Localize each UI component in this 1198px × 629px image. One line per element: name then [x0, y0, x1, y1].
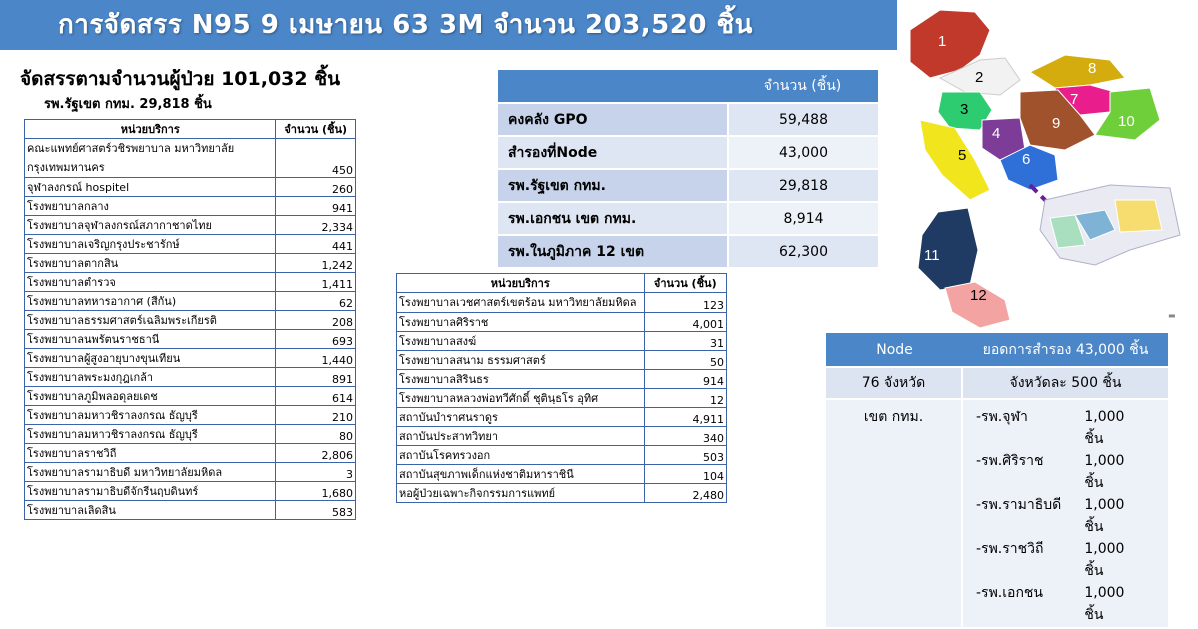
column-header-amount: จำนวน (ชิ้น) — [276, 120, 356, 139]
thailand-health-regions-map — [880, 0, 1190, 340]
amount-cell: 80 — [276, 425, 356, 444]
unit-name-cell: โรงพยาบาลรามาธิบดี มหาวิทยาลัยมหิดล — [25, 463, 276, 482]
region-label-2: 2 — [975, 69, 984, 86]
amount-cell: 12 — [644, 389, 727, 408]
summary-label: รพ.รัฐเขต กทม. — [498, 170, 727, 201]
region-label-8: 8 — [1088, 60, 1097, 77]
summary-row — [498, 137, 878, 168]
bangkok-inset-east — [1115, 200, 1162, 232]
column-header-unit: หน่วยบริการ — [25, 120, 276, 139]
unit-name-cell: โรงพยาบาลหลวงพ่อทวีศักดิ์ ชุตินฺธโร อุทิศ — [397, 389, 645, 408]
summary-label: รพ.ในภูมิภาค 12 เขต — [498, 236, 727, 267]
page-title: การจัดสรร N95 9 เมษายน 63 3M จำนวน 203,520 ชิ้น — [58, 10, 753, 40]
amount-cell: 208 — [276, 311, 356, 330]
table-row — [25, 197, 356, 216]
region-label-7: 7 — [1070, 91, 1079, 108]
unit-name-cell: โรงพยาบาลมหาวชิราลงกรณ ธัญบุรี — [25, 425, 276, 444]
unit-name-cell: จุฬาลงกรณ์ hospitel — [25, 178, 276, 197]
summary-row — [498, 170, 878, 201]
unit-name-cell: โรงพยาบาลจุฬาลงกรณ์สภากาชาดไทย — [25, 216, 276, 235]
table-row — [397, 446, 727, 465]
region-label-3: 3 — [960, 101, 969, 118]
stock-summary-table — [498, 68, 878, 269]
table-row — [25, 501, 356, 520]
amount-cell: 2,806 — [276, 444, 356, 463]
unit-name-cell: โรงพยาบาลสนาม ธรรมศาสตร์ — [397, 351, 645, 370]
table-row — [25, 235, 356, 254]
region-label-1: 1 — [938, 33, 947, 50]
unit-name-cell: โรงพยาบาลศิริราช — [397, 313, 645, 332]
table-row — [25, 368, 356, 387]
table-row — [25, 273, 356, 292]
unit-name-cell: โรงพยาบาลภูมิพลอดุลยเดช — [25, 387, 276, 406]
region-5-area — [920, 120, 990, 200]
node-header: Node — [826, 333, 963, 366]
summary-value: 59,488 — [727, 104, 878, 135]
amount-cell: 614 — [276, 387, 356, 406]
bangkok-hospitals-table-2 — [396, 273, 727, 503]
amount-cell: 4,001 — [644, 313, 727, 332]
table-row — [25, 406, 356, 425]
node-hospital-amount: 1,000 ชิ้น — [1084, 585, 1125, 623]
summary-value: 8,914 — [727, 203, 878, 234]
unit-name-cell: โรงพยาบาลนพรัตนราชธานี — [25, 330, 276, 349]
unit-name-cell: โรงพยาบาลตำรวจ — [25, 273, 276, 292]
region-label-11: 11 — [924, 247, 940, 264]
unit-name-cell: โรงพยาบาลทหารอากาศ (สีกัน) — [25, 292, 276, 311]
amount-cell: 210 — [276, 406, 356, 425]
unit-name-cell: คณะแพทย์ศาสตร์วชิรพยาบาล มหาวิทยาลัยกรุงเทพมหานคร — [25, 139, 276, 178]
amount-cell: 941 — [276, 197, 356, 216]
table-row — [25, 254, 356, 273]
unit-name-cell: โรงพยาบาลเลิดสิน — [25, 501, 276, 520]
node-hospital-name: -รพ.จุฬา — [976, 409, 1028, 425]
summary-value: 62,300 — [727, 236, 878, 267]
unit-name-cell: โรงพยาบาลเวชศาสตร์เขตร้อน มหาวิทยาลัยมหิดล — [397, 293, 645, 313]
unit-name-cell: โรงพยาบาลเจริญกรุงประชารักษ์ — [25, 235, 276, 254]
page-title-banner — [0, 0, 897, 50]
node-hospital-item — [964, 494, 1167, 538]
unit-name-cell: โรงพยาบาลสิรินธร — [397, 370, 645, 389]
summary-value: 43,000 — [727, 137, 878, 168]
table-row — [397, 427, 727, 446]
amount-cell: 2,334 — [276, 216, 356, 235]
summary-label: คงคลัง GPO — [498, 104, 727, 135]
region-label-12: 12 — [970, 287, 987, 304]
table-row — [397, 351, 727, 370]
amount-cell: 450 — [276, 139, 356, 178]
unit-name-cell: โรงพยาบาลสงฆ์ — [397, 332, 645, 351]
table-row — [397, 389, 727, 408]
table-row — [25, 292, 356, 311]
amount-cell: 914 — [644, 370, 727, 389]
bangkok-hospitals-table-1 — [24, 119, 356, 520]
table-row — [397, 332, 727, 351]
summary-label: สำรองที่Node — [498, 137, 727, 168]
summary-value: 29,818 — [727, 170, 878, 201]
node-hospital-name: -รพ.ราชวิถี — [976, 541, 1044, 557]
unit-name-cell: โรงพยาบาลกลาง — [25, 197, 276, 216]
node-hospital-amount: 1,000 ชิ้น — [1084, 453, 1125, 491]
amount-cell: 441 — [276, 235, 356, 254]
summary-header-blank — [498, 70, 727, 102]
amount-cell: 260 — [276, 178, 356, 197]
region-8-area — [1030, 55, 1125, 88]
unit-name-cell: โรงพยาบาลตากสิน — [25, 254, 276, 273]
region-label-9: 9 — [1052, 115, 1061, 132]
node-hospital-item — [964, 582, 1167, 626]
node-bangkok-hospital-list — [963, 400, 1168, 627]
table-row — [397, 370, 727, 389]
unit-name-cell: โรงพยาบาลรามาธิบดีจักรีนฤบดินทร์ — [25, 482, 276, 501]
amount-cell: 62 — [276, 292, 356, 311]
region-label-10: 10 — [1118, 113, 1135, 130]
table-row — [25, 330, 356, 349]
unit-name-cell: โรงพยาบาลราชวิถี — [25, 444, 276, 463]
node-bangkok-label: เขต กทม. — [826, 400, 963, 627]
amount-cell: 1,440 — [276, 349, 356, 368]
region-label-6: 6 — [1022, 151, 1031, 168]
table-row — [25, 482, 356, 501]
region-label-4: 4 — [992, 125, 1001, 142]
table-row — [25, 387, 356, 406]
amount-cell: 503 — [644, 446, 727, 465]
amount-cell: 1,411 — [276, 273, 356, 292]
unit-name-cell: สถาบันบำราศนราดูร — [397, 408, 645, 427]
summary-row — [498, 203, 878, 234]
amount-cell: 50 — [644, 351, 727, 370]
bangkok-hospitals-subtitle: รพ.รัฐเขต กทม. 29,818 ชิ้น — [44, 97, 212, 112]
node-hospital-item — [964, 450, 1167, 494]
table-row — [397, 313, 727, 332]
table-row — [397, 293, 727, 313]
summary-row — [498, 104, 878, 135]
amount-cell: 31 — [644, 332, 727, 351]
unit-name-cell: หอผู้ป่วยเฉพาะกิจกรรมการแพทย์ — [397, 484, 645, 503]
node-reserve-table — [826, 331, 1168, 629]
table-row — [25, 444, 356, 463]
amount-cell: 583 — [276, 501, 356, 520]
amount-cell: 1,242 — [276, 254, 356, 273]
region-label-5: 5 — [958, 147, 967, 164]
unit-name-cell: โรงพยาบาลธรรมศาสตร์เฉลิมพระเกียรติ — [25, 311, 276, 330]
node-hospital-amount: 1,000 ชิ้น — [1084, 497, 1125, 535]
table-row — [25, 311, 356, 330]
allocation-subtitle: จัดสรรตามจำนวนผู้ป่วย 101,032 ชิ้น — [20, 68, 341, 90]
node-provinces-value: จังหวัดละ 500 ชิ้น — [963, 368, 1168, 398]
unit-name-cell: โรงพยาบาลพระมงกุฎเกล้า — [25, 368, 276, 387]
amount-cell: 891 — [276, 368, 356, 387]
unit-name-cell: โรงพยาบาลมหาวชิราลงกรณ ธัญบุรี — [25, 406, 276, 425]
table-row — [397, 465, 727, 484]
amount-cell: 693 — [276, 330, 356, 349]
amount-cell: 340 — [644, 427, 727, 446]
corner-mark: ▬ — [1168, 311, 1176, 320]
table-row — [397, 408, 727, 427]
column-header-amount: จำนวน (ชิ้น) — [644, 274, 727, 293]
table-row — [25, 178, 356, 197]
unit-name-cell: สถาบันโรคทรวงอก — [397, 446, 645, 465]
node-hospital-name: -รพ.เอกชน — [976, 585, 1043, 601]
node-hospital-name: -รพ.รามาธิบดี — [976, 497, 1062, 513]
amount-cell: 1,680 — [276, 482, 356, 501]
node-hospital-name: -รพ.ศิริราช — [976, 453, 1044, 469]
reserve-total-header: ยอดการสำรอง 43,000 ชิ้น — [963, 333, 1168, 366]
table-row — [397, 484, 727, 503]
table-row — [25, 463, 356, 482]
node-hospital-amount: 1,000 ชิ้น — [1084, 541, 1125, 579]
table-row — [25, 349, 356, 368]
amount-cell: 3 — [276, 463, 356, 482]
node-hospital-item — [964, 406, 1167, 450]
unit-name-cell: โรงพยาบาลผู้สูงอายุบางขุนเทียน — [25, 349, 276, 368]
node-provinces-label: 76 จังหวัด — [826, 368, 963, 398]
column-header-unit: หน่วยบริการ — [397, 274, 645, 293]
table-row — [25, 425, 356, 444]
amount-cell: 4,911 — [644, 408, 727, 427]
summary-header-amount: จำนวน (ชิ้น) — [727, 70, 878, 102]
unit-name-cell: สถาบันประสาทวิทยา — [397, 427, 645, 446]
table-row — [25, 216, 356, 235]
summary-label: รพ.เอกชน เขต กทม. — [498, 203, 727, 234]
amount-cell: 2,480 — [644, 484, 727, 503]
node-hospital-amount: 1,000 ชิ้น — [1084, 409, 1125, 447]
amount-cell: 123 — [644, 293, 727, 313]
table-row — [25, 139, 356, 178]
summary-row — [498, 236, 878, 267]
unit-name-cell: สถาบันสุขภาพเด็กแห่งชาติมหาราชินี — [397, 465, 645, 484]
amount-cell: 104 — [644, 465, 727, 484]
